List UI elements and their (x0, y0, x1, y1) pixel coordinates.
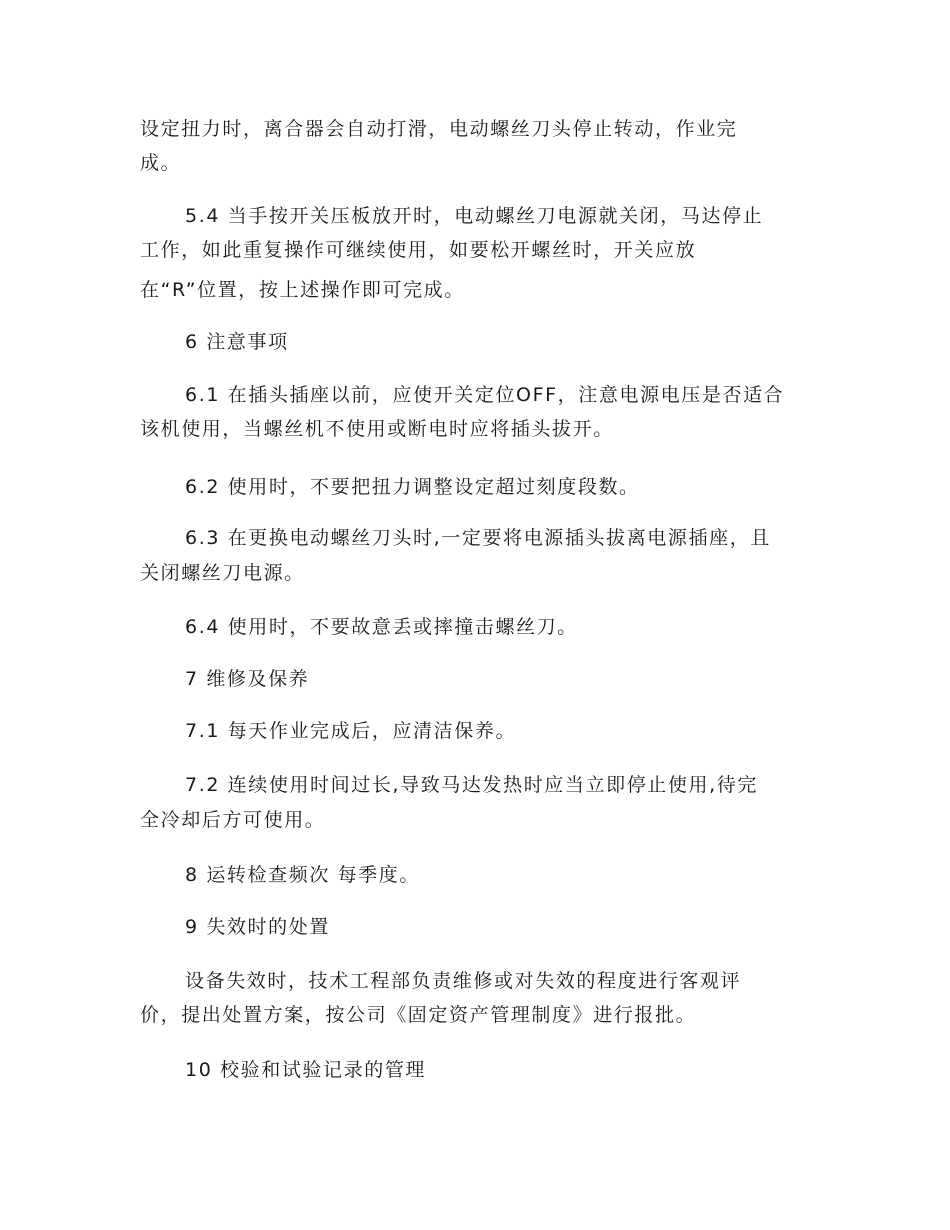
text-line: 设备失效时，技术工程部负责维修或对失效的程度进行客观评 (185, 970, 742, 992)
text-line: 价，提出处置方案，按公司《固定资产管理制度》进行报批。 (140, 1004, 697, 1026)
text-line: 关闭螺丝刀电源。 (140, 562, 305, 584)
text-line: 该机使用，当螺丝机不使用或断电时应将插头拔开。 (140, 418, 614, 440)
section-heading: 9 失效时的处置 (185, 916, 330, 938)
text-line: 6.1 在插头插座以前，应使开关定位OFF，注意电源电压是否适合 (185, 384, 785, 406)
text-line: 6.4 使用时，不要故意丢或摔撞击螺丝刀。 (185, 616, 578, 638)
text-line: 在“R”位置，按上述操作即可完成。 (140, 279, 465, 301)
text-line: 设定扭力时，离合器会自动打滑，电动螺丝刀头停止转动，作业完 (140, 118, 738, 140)
text-line: 全冷却后方可使用。 (140, 809, 326, 831)
section-heading: 10 校验和试验记录的管理 (185, 1059, 427, 1081)
text-line: 6.3 在更换电动螺丝刀头时,一定要将电源插头拔离电源插座，且 (185, 527, 771, 549)
text-line: 5.4 当手按开关压板放开时，电动螺丝刀电源就关闭，马达停止 (185, 205, 764, 227)
text-line: 7.2 连续使用时间过长,导致马达发热时应当立即停止使用,待完 (185, 774, 758, 796)
section-heading: 6 注意事项 (185, 331, 289, 353)
section-heading: 7 维修及保养 (185, 668, 310, 690)
text-line: 成。 (140, 152, 182, 174)
text-line: 6.2 使用时，不要把扭力调整设定超过刻度段数。 (185, 476, 640, 498)
section-heading: 8 运转检查频次 每季度。 (185, 864, 420, 886)
text-line: 7.1 每天作业完成后，应清洁保养。 (185, 720, 517, 742)
text-line: 工作，如此重复操作可继续使用，如要松开螺丝时，开关应放 (140, 239, 697, 261)
